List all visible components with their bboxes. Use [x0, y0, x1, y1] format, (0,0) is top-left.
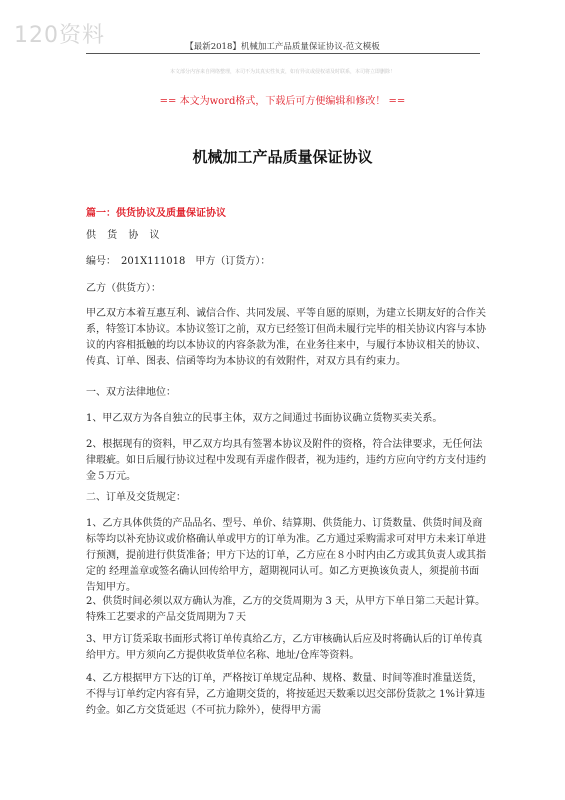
paragraph-clause-1-1: 1、甲乙双方为各自独立的民事主体，双方之间通过书面协议确立货物买卖关系。 [86, 413, 443, 424]
section-heading: 篇一：供货协议及质量保证协议 [86, 208, 226, 219]
watermark-logo: 120资料 [14, 23, 105, 48]
header-divider [86, 53, 480, 54]
format-notice: == 本文为word格式，下载后可方便编辑和修改！ == [159, 96, 406, 107]
paragraph-clause-1-2: 2、根据现有的资料，甲乙双方均具有签署本协议及附件的资格，符合法律要求，无任何法律瑕疵。如日后履行协议过程中发现有弄虚作假者，视为违约，违约方应向守约方支付违约金５万元。 [86, 439, 486, 482]
paragraph-section-two-heading: 二、订单及交货规定： [86, 492, 186, 503]
paragraph-contract-number: 编号： 201X111018 甲方（订货方）： [86, 256, 271, 267]
header-disclaimer: 本文部分内容来自网络整理，本司不为其真实性负责，如有异议或侵权请及时联系，本司将立即删除！ [169, 69, 395, 75]
page-header-title: 【最新2018】机械加工产品质量保证协议-范文模板 [185, 42, 380, 52]
paragraph-clause-2-3: 3、甲方订货采取书面形式将订单传真给乙方，乙方审核确认后应及时将确认后的订单传真给甲方。甲方须向乙方提供收货单位名称、地址/仓库等资料。 [86, 634, 483, 661]
paragraph-preamble: 甲乙双方本着互惠互利、诚信合作、共同发展、平等自愿的原则，为建立长期友好的合作关系，特签订本协议。本协议签订之前，双方已经签订但尚未履行完毕的相关协议内容与本协议的内容相抵触的均以本协议的内容条款为准，在业务往来中，与履行本协议相关的协议、传真、订单、图表、信函等均为本协议的有效附件，对双方具有约束力。 [86, 308, 486, 367]
paragraph-clause-2-1: 1、乙方具体供货的产品品名、型号、单价、结算期、供货能力、订货数量、供货时间及商标等均以补充协议或价格确认单或甲方的订单为准。乙方通过采购需求可对甲方未来订单进行预测，提前进行供货准备；甲方下达的订单，乙方应在８小时内由乙方或其负责人或其指定的 经理盖章或签名确认回传给甲方，超期视同认可。如乙方更换该负责人，须提前书面告知甲方。 [86, 518, 486, 593]
paragraph-section-one-heading: 一、双方法律地位： [86, 387, 176, 398]
paragraph-clause-2-4: 4、乙方根据甲方下达的订单，严格按订单规定品种、规格、数量、时间等准时准量送货，不得与订单约定内容有异，乙方逾期交货的，将按延迟天数乘以迟交部份货款之 1%计算违约金。如乙方交货延迟（不可抗力除外），使得甲方需 [86, 673, 486, 716]
paragraph-clause-2-2: 2、供货时间必须以双方确认为准，乙方的交货周期为 3 天，从甲方下单日第二天起计算。特殊工艺要求的产品交货周期为７天 [86, 596, 486, 623]
document-title: 机械加工产品质量保证协议 [192, 148, 373, 166]
paragraph-supplier: 乙方（供货方）： [86, 283, 161, 294]
agreement-subtitle: 供 货 协 议 [86, 230, 164, 241]
